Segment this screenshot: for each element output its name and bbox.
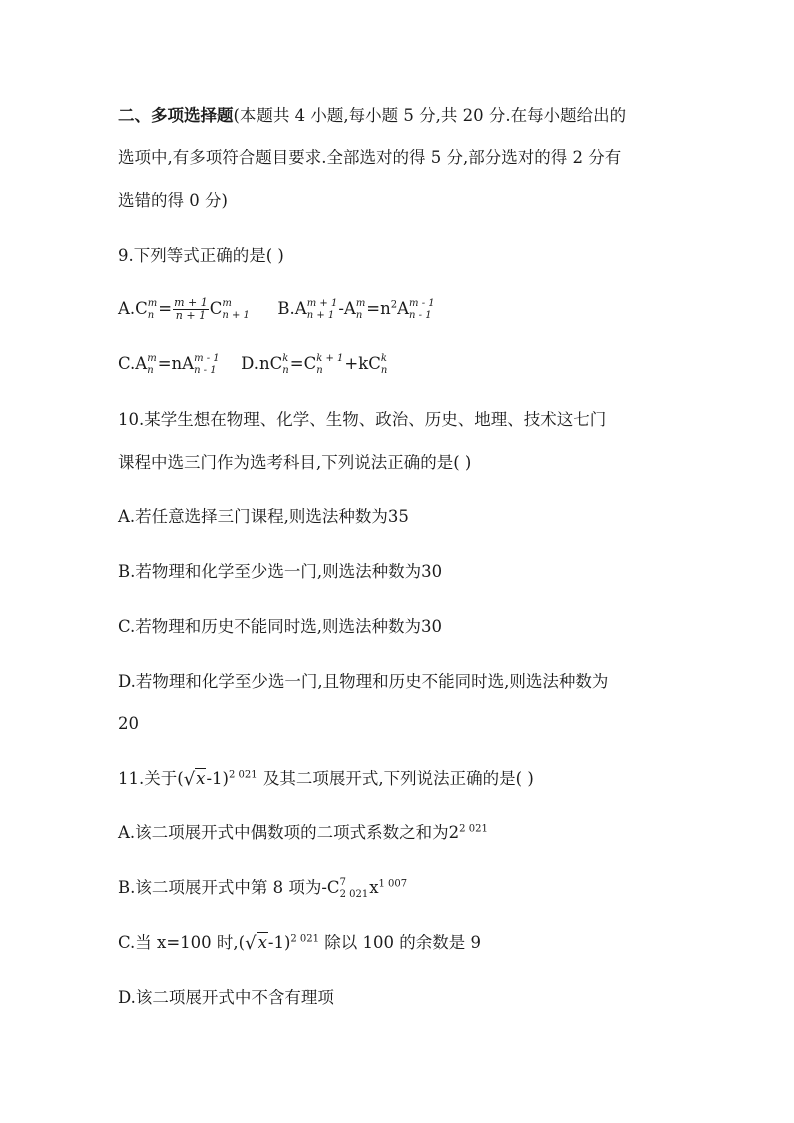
section-intro-line2: 选项中,有多项符合题目要求.全部选对的得 5 分,部分选对的得 2 分有 <box>118 148 622 167</box>
q9-option-c: C.A m n =nA m - 1 n - 1 <box>118 352 220 376</box>
q11-option-d: D.该二项展开式中不含有理项 <box>118 988 334 1007</box>
q10-option-d-line2: 20 <box>118 714 139 733</box>
question-9-stem: 9.下列等式正确的是( ) <box>118 246 284 265</box>
q10-option-b: B.若物理和化学至少选一门,则选法种数为30 <box>118 562 443 581</box>
question-9-options-cd <box>118 352 388 376</box>
question-10-stem-line1: 10.某学生想在物理、化学、生物、政治、历史、地理、技术这七门 <box>118 410 607 429</box>
q10-option-a: A.若任意选择三门课程,则选法种数为35 <box>118 507 409 526</box>
q9-option-d: D.nC k n =C k + 1 n +kC k n <box>241 352 388 376</box>
q9-option-b: B.A m + 1 n + 1 -A m n $=n^2A$ m - 1 n - 1 <box>277 297 435 321</box>
question-11-stem: 11.关于$(√x-1)^{2 021}$ 及其二项展开式,下列说法正确的是( ) <box>118 769 534 790</box>
section-header-line1 <box>118 104 626 128</box>
sqrt-symbol: √x <box>183 769 206 790</box>
section-intro-line3: 选错的得 0 分) <box>118 191 228 210</box>
q10-option-d-line1: D.若物理和化学至少选一门,且物理和历史不能同时选,则选法种数为 <box>118 672 609 691</box>
section-title: 二、多项选择题 <box>118 106 234 125</box>
sqrt-symbol: √x <box>245 933 267 954</box>
question-10-stem-line2: 课程中选三门作为选考科目,下列说法正确的是( ) <box>118 453 472 472</box>
section-intro-part1: (本题共 4 小题,每小题 5 分,共 20 分.在每小题给出的 <box>233 106 627 125</box>
q11-option-b: B.该二项展开式中第 8 项为-C 7 2 021 $x^{1 007}$ <box>118 876 408 900</box>
q10-option-c: C.若物理和历史不能同时选,则选法种数为30 <box>118 617 443 636</box>
fraction: $\frac{m + 1}{n + 1}$ <box>174 296 208 323</box>
question-9-options-ab <box>118 297 436 322</box>
q11-option-c: C.当 x=100 时$,(√x-1)^{2 021}$ 除以 100 的余数是 9 <box>118 933 482 954</box>
q9-option-a: A.C m n = $\frac{m + 1}{n + 1}$ C m n + 1 <box>118 296 250 323</box>
q11-option-a: A.该二项展开式中偶数项的二项式系数之和为$2^{2 021}$ <box>118 823 488 842</box>
